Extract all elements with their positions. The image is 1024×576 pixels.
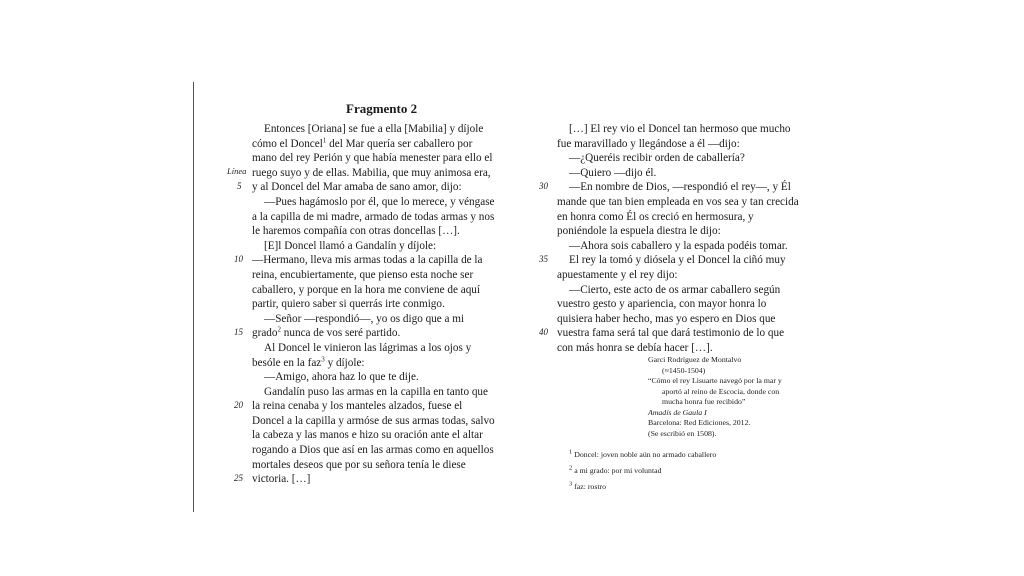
source-chapter-line-3: mucha honra fue recibido” bbox=[662, 397, 746, 406]
line-number-25: 25 bbox=[234, 473, 243, 483]
left-column-line: la reina cenaba y los manteles alzados, fuese el bbox=[252, 400, 463, 413]
left-column-line: Doncel a la capilla y armóse de sus armas todas, salvo bbox=[252, 414, 495, 427]
right-column-line: en honra como Él os creció en hermosura, y bbox=[557, 210, 754, 223]
left-column-line: y al Doncel del Mar amaba de sano amor, dijo: bbox=[252, 181, 462, 194]
right-column-line: quisiera haber hecho, mas yo espero en Dios que bbox=[557, 312, 776, 325]
right-column-line: mande que tan bien empleada en vos sea y tan crecida bbox=[557, 195, 799, 208]
right-column-line: El rey la tomó y diósela y el Doncel la ciñó muy bbox=[569, 254, 786, 267]
source-work: Amadís de Gaula I bbox=[648, 407, 707, 417]
right-column-line: —¿Queréis recibir orden de caballería? bbox=[569, 152, 745, 165]
right-column-line: vuestra fama será tal que dará testimonio de lo que bbox=[557, 327, 785, 340]
left-column-line: —Hermano, lleva mis armas todas a la capilla de la bbox=[252, 254, 483, 267]
left-column-line: la cabeza y las manos e hizo su oración ante el altar bbox=[252, 429, 483, 442]
line-number-15: 15 bbox=[234, 327, 243, 337]
left-column-line: le haremos compañía con otras doncellas […]. bbox=[252, 225, 460, 238]
line-number-5: 5 bbox=[237, 181, 242, 191]
line-number-40: 40 bbox=[539, 327, 548, 337]
right-column-line: —Cierto, este acto de os armar caballero según bbox=[569, 283, 781, 296]
line-label: Línea bbox=[227, 166, 247, 176]
source-dates: (≈1450-1504) bbox=[662, 365, 706, 375]
left-column-line: —Amigo, ahora haz lo que te dije. bbox=[264, 371, 419, 384]
line-number-20: 20 bbox=[234, 400, 243, 410]
right-column-line: fue maravillado y llegándose a él —dijo: bbox=[557, 137, 740, 150]
left-column-line: partir, quiero saber si querrás irte conmigo. bbox=[252, 298, 445, 311]
left-column-line: mortales deseos que por su señora tenía le diese bbox=[252, 458, 466, 471]
line-number-35: 35 bbox=[539, 254, 548, 264]
left-column-text bbox=[252, 122, 514, 487]
left-column-line: besóle en la faz$^3$ y díjole: bbox=[252, 354, 365, 369]
footnote-item: $^1$ Doncel: joven noble aún no armado caballero bbox=[569, 448, 717, 459]
footnotes bbox=[569, 447, 716, 495]
left-column-line: [E]l Doncel llamó a Gandalín y díjole: bbox=[264, 239, 437, 252]
left-column-line: caballero, y porque en la hora me conviene de aquí bbox=[252, 283, 480, 296]
left-column-line: victoria. […] bbox=[252, 473, 311, 486]
footnote-item: $^3$ faz: rostro bbox=[569, 480, 607, 491]
right-column-line: apuestamente y el rey dijo: bbox=[557, 268, 678, 281]
right-column-line: con más honra se debía hacer […]. bbox=[557, 341, 713, 354]
footnote-marker: 1 bbox=[322, 135, 327, 144]
footnote-marker: 3 bbox=[321, 354, 325, 363]
right-column-line: —Quiero —dijo él. bbox=[569, 166, 657, 179]
source-citation bbox=[648, 355, 782, 439]
left-column-line: mano del rey Perión y que había menester para ello el bbox=[252, 152, 493, 165]
right-column-line: —Ahora sois caballero y la espada podéis tomar. bbox=[569, 239, 788, 252]
source-chapter-line-1: “Cómo el rey Lisuarte navegó por la mar y bbox=[648, 376, 782, 385]
footnote-item: $^2$ a mi grado: por mi voluntad bbox=[569, 464, 662, 475]
margin-rule bbox=[193, 82, 194, 512]
right-column-line: vuestro gesto y apariencia, con mayor honra lo bbox=[557, 298, 767, 311]
line-number-30: 30 bbox=[539, 181, 548, 191]
right-column-text bbox=[557, 122, 817, 356]
left-column-line: grado$^2$ nunca de vos seré partido. bbox=[252, 325, 401, 340]
left-column-line: ruego suyo y de ellas. Mabilia, que muy animosa era, bbox=[252, 166, 491, 179]
left-column-line: Gandalín puso las armas en la capilla en tanto que bbox=[264, 385, 488, 398]
left-column-line: Entonces [Oriana] se fue a ella [Mabilia] y díjole bbox=[264, 123, 484, 135]
left-column-line: —Señor —respondió—, yo os digo que a mi bbox=[264, 312, 465, 325]
left-column-line: rogando a Dios que así en las armas como en aquellos bbox=[252, 444, 494, 457]
right-column-line: poniéndole la espuela diestra le dijo: bbox=[557, 225, 721, 238]
left-column-line: reina, encubiertamente, que pienso esta noche ser bbox=[252, 268, 474, 281]
left-column-line: —Pues hagámoslo por él, que lo merece, y véngase bbox=[264, 195, 495, 208]
left-column-line: a la capilla de mi madre, armado de todas armas y nos bbox=[252, 210, 495, 223]
fragment-title: Fragmento 2 bbox=[346, 101, 418, 116]
source-chapter-line-2: aportó al reino de Escocia, donde con bbox=[662, 386, 780, 396]
source-author: Garci Rodríguez de Montalvo bbox=[648, 355, 742, 364]
footnote-marker: 2 bbox=[277, 325, 281, 334]
right-column-line: […] El rey vio el Doncel tan hermoso que mucho bbox=[569, 123, 791, 135]
left-column-line: Al Doncel le vinieron las lágrimas a los ojos y bbox=[264, 341, 472, 354]
source-written: (Se escribió en 1508). bbox=[648, 428, 717, 438]
right-column-line: —En nombre de Dios, —respondió el rey—, y Él bbox=[569, 181, 791, 194]
left-column-line: cómo el Doncel$^1$ del Mar quería ser caballero por bbox=[252, 135, 473, 150]
line-number-10: 10 bbox=[234, 254, 243, 264]
source-publisher: Barcelona: Red Ediciones, 2012. bbox=[648, 418, 751, 427]
